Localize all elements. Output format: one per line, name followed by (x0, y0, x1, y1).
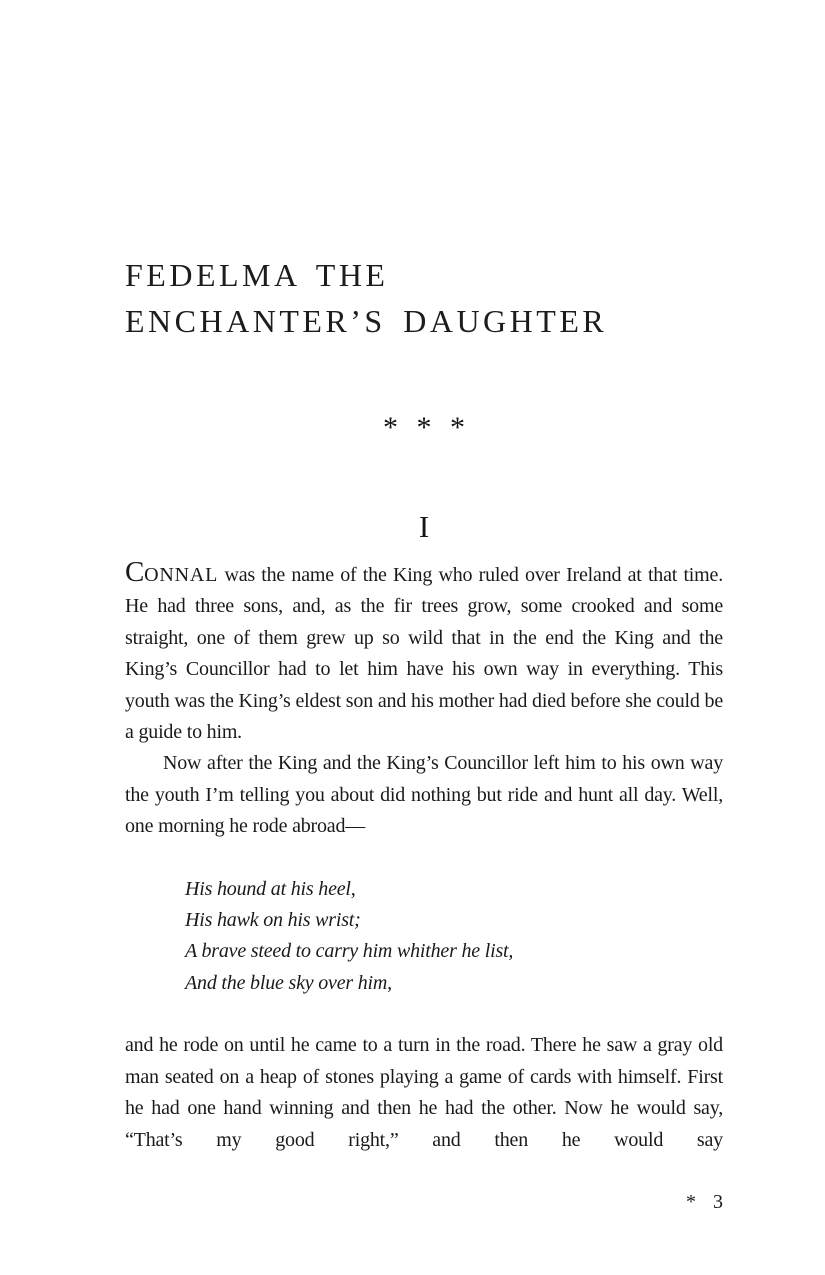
verse-line-1: His hound at his heel, (185, 877, 356, 900)
asterisk-divider: * * * (383, 411, 465, 444)
story-body (125, 557, 723, 1156)
paragraph-1-text: was the name of the King who ruled over Ireland at that time. He had three sons, and, as the fir trees grow, some crooked and some straight, one of them grew up so wild that in the end the King and the King’s Councillor had to let him have his own way in everything. This youth was the King’s eldest son and his mother had died before she could be a guide to him. (125, 564, 723, 744)
story-title-line2: ENCHANTER’S DAUGHTER (125, 303, 608, 339)
story-title (125, 252, 607, 344)
lead-word-caps: ONNAL (144, 564, 219, 586)
verse-line-4: And the blue sky over him, (185, 971, 392, 994)
paragraph-3: and he rode on until he came to a turn in the road. There he saw a gray old man seated on a heap of stones playing a game of cards with himself. First he had one hand winning and then he had the other. Now he would say, “That’s my good right,” and then he would say (125, 1034, 723, 1151)
lead-capital: C (125, 556, 145, 588)
chapter-numeral: I (418, 509, 430, 544)
page-number: 3 (713, 1191, 723, 1213)
verse-line-2: His hawk on his wrist; (185, 909, 361, 932)
story-title-line1: FEDELMA THE (125, 257, 389, 293)
verse-block (185, 874, 723, 1000)
verse-line-3: A brave steed to carry him whither he list, (185, 940, 514, 963)
paragraph-2: Now after the King and the King’s Councillor left him to his own way the youth I’m telling you about did nothing but ride and hunt all day. Well, one morning he rode abroad— (125, 752, 723, 838)
paragraph-1 (125, 557, 723, 748)
page-footer (125, 1191, 723, 1214)
folio-asterisk: * (686, 1191, 696, 1213)
